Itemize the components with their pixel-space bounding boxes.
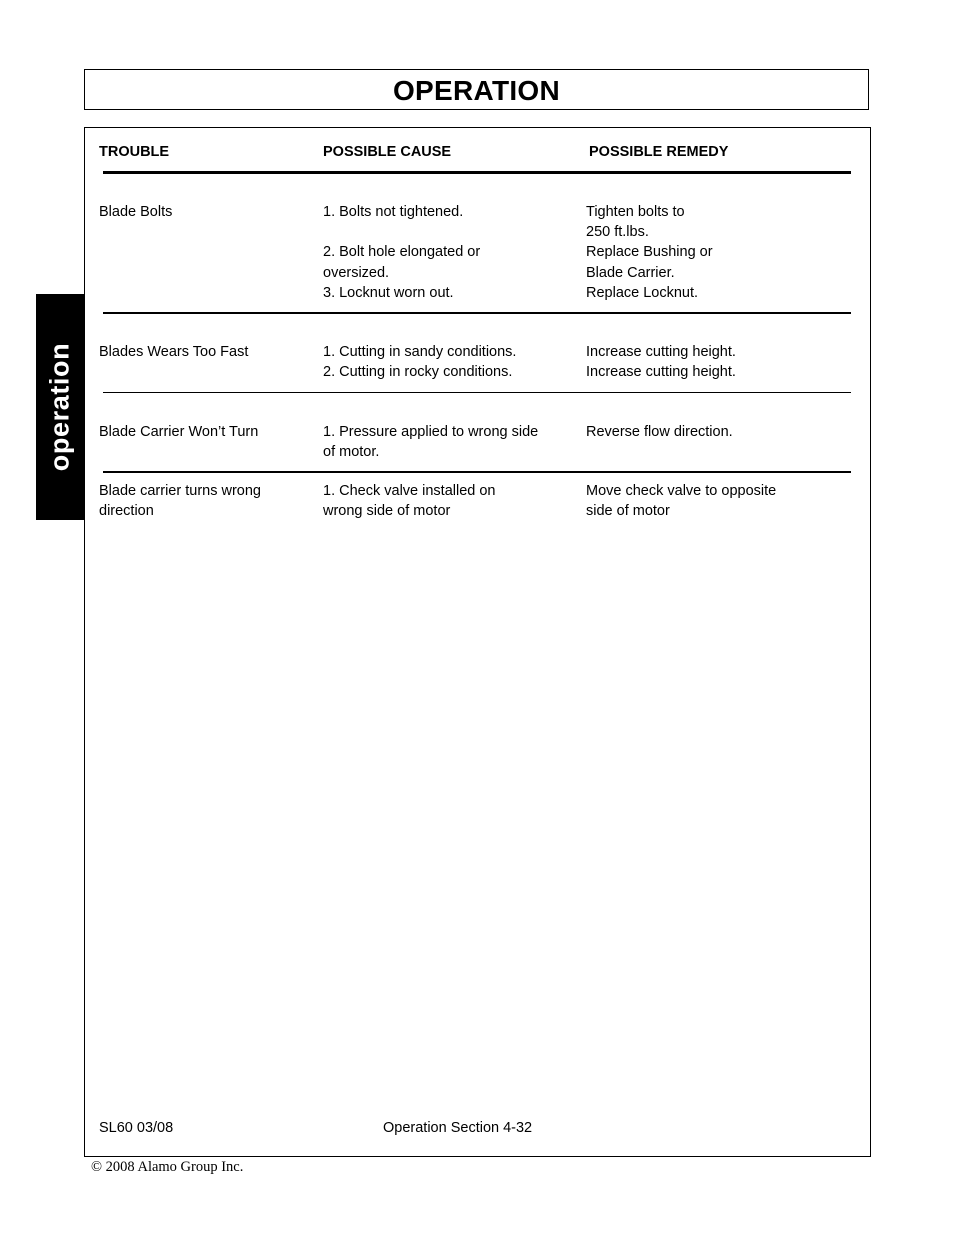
- column-header-cause: POSSIBLE CAUSE: [323, 144, 452, 160]
- row-3-cause: 1. Pressure applied to wrong side of motor.: [323, 424, 539, 461]
- side-tab: [36, 294, 84, 520]
- header-rule: [103, 171, 851, 174]
- copyright-notice: © 2008 Alamo Group Inc.: [91, 1159, 244, 1175]
- row-4-cause: 1. Check valve installed on wrong side of motor: [323, 483, 496, 520]
- section-header: [84, 69, 869, 110]
- footer-page-number: Operation Section 4-32: [383, 1120, 533, 1136]
- row-2-remedy: Increase cutting height. Increase cutting height.: [586, 344, 736, 381]
- row-3-trouble: Blade Carrier Won’t Turn: [99, 424, 259, 440]
- row-4-remedy: Move check valve to opposite side of motor: [586, 483, 777, 520]
- row-2-cause: 1. Cutting in sandy conditions. 2. Cutting in rocky conditions.: [323, 344, 517, 381]
- row-1-trouble: Blade Bolts: [99, 204, 173, 220]
- row-1-remedy: Tighten bolts to 250 ft.lbs. Replace Bushing or Blade Carrier. Replace Locknut.: [586, 204, 713, 301]
- row-1-cause: 1. Bolts not tightened. 2. Bolt hole elongated or oversized. 3. Locknut worn out.: [323, 204, 481, 301]
- side-tab-label: operation: [44, 342, 75, 472]
- footer-model-date: SL60 03/08: [99, 1120, 174, 1136]
- section-title: OPERATION: [392, 74, 561, 106]
- row-3-remedy: Reverse flow direction.: [586, 424, 733, 440]
- row-divider: [103, 471, 851, 473]
- row-divider: [103, 312, 851, 314]
- column-header-remedy: POSSIBLE REMEDY: [589, 144, 729, 160]
- row-2-trouble: Blades Wears Too Fast: [99, 344, 249, 360]
- row-divider: [103, 392, 851, 393]
- column-header-trouble: TROUBLE: [99, 144, 170, 160]
- row-4-trouble: Blade carrier turns wrong direction: [99, 483, 261, 520]
